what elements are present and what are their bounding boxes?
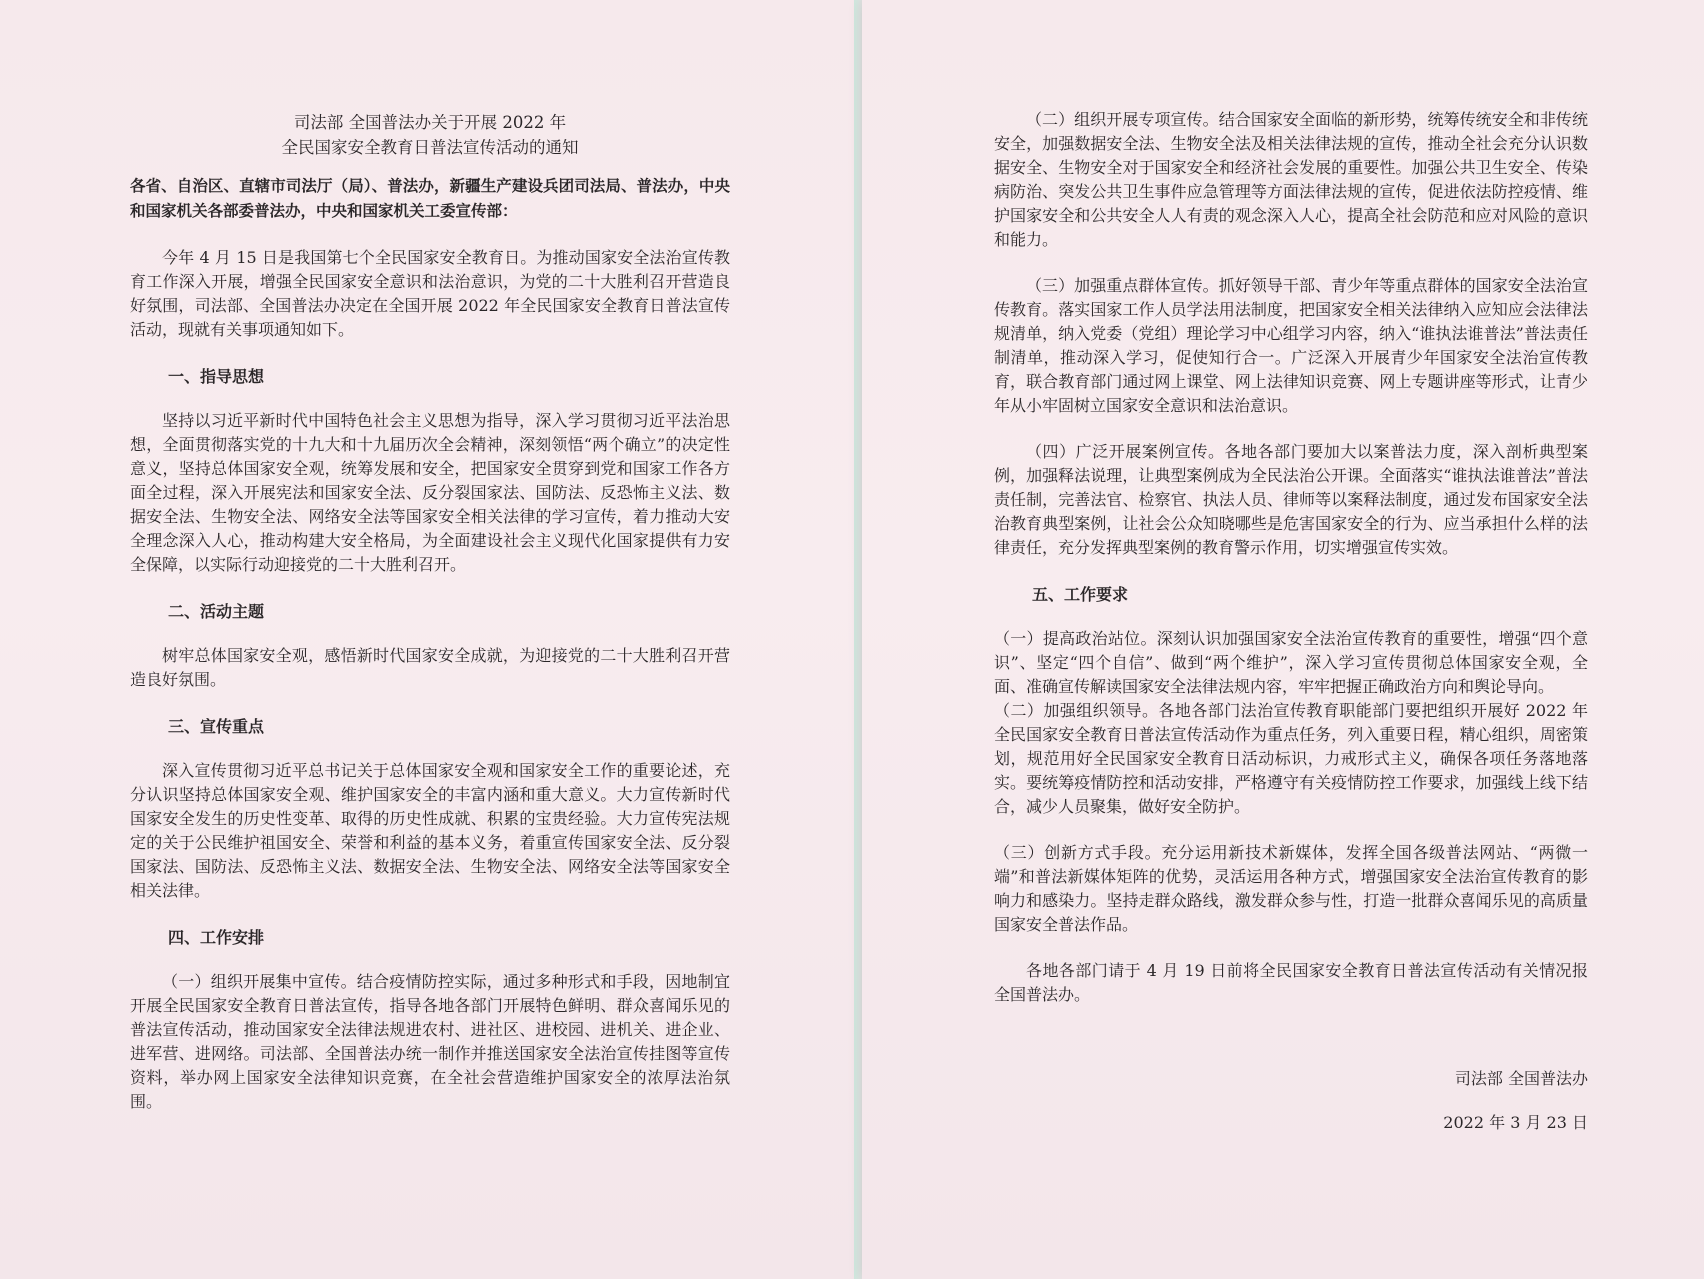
work-arrangement-item-1: （一）组织开展集中宣传。结合疫情防控实际，通过多种形式和手段，因地制宜开展全民国家安全教育日普法宣传，指导各地各部门开展特色鲜明、群众喜闻乐见的普法宣传活动，推动国家安全法律法规进农村、进社区、进校园、进机关、进企业、进军营、进网络。司法部、全国普法办统一制作并推送国家安全法治宣传挂图等宣传资料，举办网上国家安全法律知识竞赛，在全社会营造维护国家安全的浓厚法治氛围。 [130,972,730,1111]
requirement-item-1: （一）提高政治站位。深刻认识加强国家安全法治宣传教育的重要性，增强“四个意识”、坚定“四个自信”、做到“两个维护”，深入学习宣传贯彻总体国家安全观，全面、准确宣传解读国家安全法律法规内容，牢牢把握正确政治方向和舆论导向。 [994,629,1588,696]
signature-organization: 司法部 全国普法办 [1454,1069,1588,1088]
section-heading-work-requirements: 五、工作要求 [1032,585,1129,604]
work-arrangement-item-4: （四）广泛开展案例宣传。各地各部门要加大以案普法力度，深入剖析典型案例，加强释法说理，让典型案例成为全民法治公开课。全面落实“谁执法谁普法”普法责任制，完善法官、检察官、执法人员、律师等以案释法制度，通过发布国家安全法治教育典型案例，让社会公众知晓哪些是危害国家安全的行为、应当承担什么样的法律责任，充分发挥典型案例的教育警示作用，切实增强宣传实效。 [994,442,1588,557]
title-line-1: 司法部 全国普法办关于开展 2022 年 [293,113,567,132]
section-heading-publicity-focus: 三、宣传重点 [168,717,265,736]
addressee: 各省、自治区、直辖市司法厅（局）、普法办，新疆生产建设兵团司法局、普法办，中央和国家机关各部委普法办，中央和国家机关工委宣传部： [130,177,730,220]
section-heading-activity-theme: 二、活动主题 [168,602,265,621]
work-arrangement-item-2: （二）组织开展专项宣传。结合国家安全面临的新形势，统筹传统安全和非传统安全，加强数据安全法、生物安全法及相关法律法规的宣传，推动全社会充分认识数据安全、生物安全对于国家安全和经济社会发展的重要性。加强公共卫生安全、传染病防治、突发公共卫生事件应急管理等方面法律法规的宣传，促进依法防控疫情、维护国家安全和公共安全人人有责的观念深入人心，提高全社会防范和应对风险的意识和能力。 [994,110,1588,249]
section-heading-work-arrangement: 四、工作安排 [168,928,265,947]
section-body-activity-theme: 树牢总体国家安全观，感悟新时代国家安全成就，为迎接党的二十大胜利召开营造良好氛围。 [130,646,730,689]
intro-paragraph: 今年 4 月 15 日是我国第七个全民国家安全教育日。为推动国家安全法治宣传教育工作深入开展，增强全民国家安全意识和法治意识，为党的二十大胜利召开营造良好氛围，司法部、全国普法办决定在全国开展 2022 年全民国家安全教育日普法宣传活动，现就有关事项通知如下。 [130,248,730,339]
requirement-item-2: （二）加强组织领导。各地各部门法治宣传教育职能部门要把组织开展好 2022 年全民国家安全教育日普法宣传活动作为重点任务，列入重要日程，精心组织，周密策划，规范用好全民国家安全教育日活动标识，力戒形式主义，确保各项任务落地落实。要统筹疫情防控和活动安排，严格遵守有关疫情防控工作要求，加强线上线下结合，减少人员聚集，做好安全防护。 [994,701,1588,816]
work-arrangement-item-3: （三）加强重点群体宣传。抓好领导干部、青少年等重点群体的国家安全法治宣传教育。落实国家工作人员学法用法制度，把国家安全相关法律纳入应知应会法律法规清单，纳入党委（党组）理论学习中心组学习内容，纳入“谁执法谁普法”普法责任制清单，推动深入学习，促使知行合一。广泛深入开展青少年国家安全法治宣传教育，联合教育部门通过网上课堂、网上法律知识竞赛、网上专题讲座等形式，让青少年从小牢固树立国家安全意识和法治意识。 [994,276,1588,415]
signature-date: 2022 年 3 月 23 日 [1443,1113,1588,1132]
section-heading-guiding-ideology: 一、指导思想 [168,367,265,386]
section-body-publicity-focus: 深入宣传贯彻习近平总书记关于总体国家安全观和国家安全工作的重要论述，充分认识坚持总体国家安全观、维护国家安全的丰富内涵和重大意义。大力宣传新时代国家安全发生的历史性变革、取得的历史性成就、积累的宝贵经验。大力宣传宪法规定的关于公民维护祖国安全、荣誉和利益的基本义务，着重宣传国家安全法、反分裂国家法、国防法、反恐怖主义法、数据安全法、生物安全法、网络安全法等国家安全相关法律。 [130,761,730,900]
requirement-item-3: （三）创新方式手段。充分运用新技术新媒体，发挥全国各级普法网站、“两微一端”和普法新媒体矩阵的优势，灵活运用各种方式，增强国家安全法治宣传教育的影响力和感染力。坚持走群众路线，激发群众参与性，打造一批群众喜闻乐见的高质量国家安全普法作品。 [994,843,1588,934]
closing-paragraph: 各地各部门请于 4 月 19 日前将全民国家安全教育日普法宣传活动有关情况报全国普法办。 [994,961,1588,1004]
section-body-guiding-ideology: 坚持以习近平新时代中国特色社会主义思想为指导，深入学习贯彻习近平法治思想，全面贯彻落实党的十九大和十九届历次全会精神，深刻领悟“两个确立”的决定性意义，坚持总体国家安全观，统筹发展和安全，把国家安全贯穿到党和国家工作各方面全过程，深入开展宪法和国家安全法、反分裂国家法、国防法、反恐怖主义法、数据安全法、生物安全法、网络安全法等国家安全相关法律的学习宣传，着力推动大安全理念深入人心，推动构建大安全格局，为全面建设社会主义现代化国家提供有力安全保障，以实际行动迎接党的二十大胜利召开。 [130,411,730,574]
document-title [130,110,730,160]
right-document-page [862,0,1704,1279]
title-line-2: 全民国家安全教育日普法宣传活动的通知 [281,138,579,157]
